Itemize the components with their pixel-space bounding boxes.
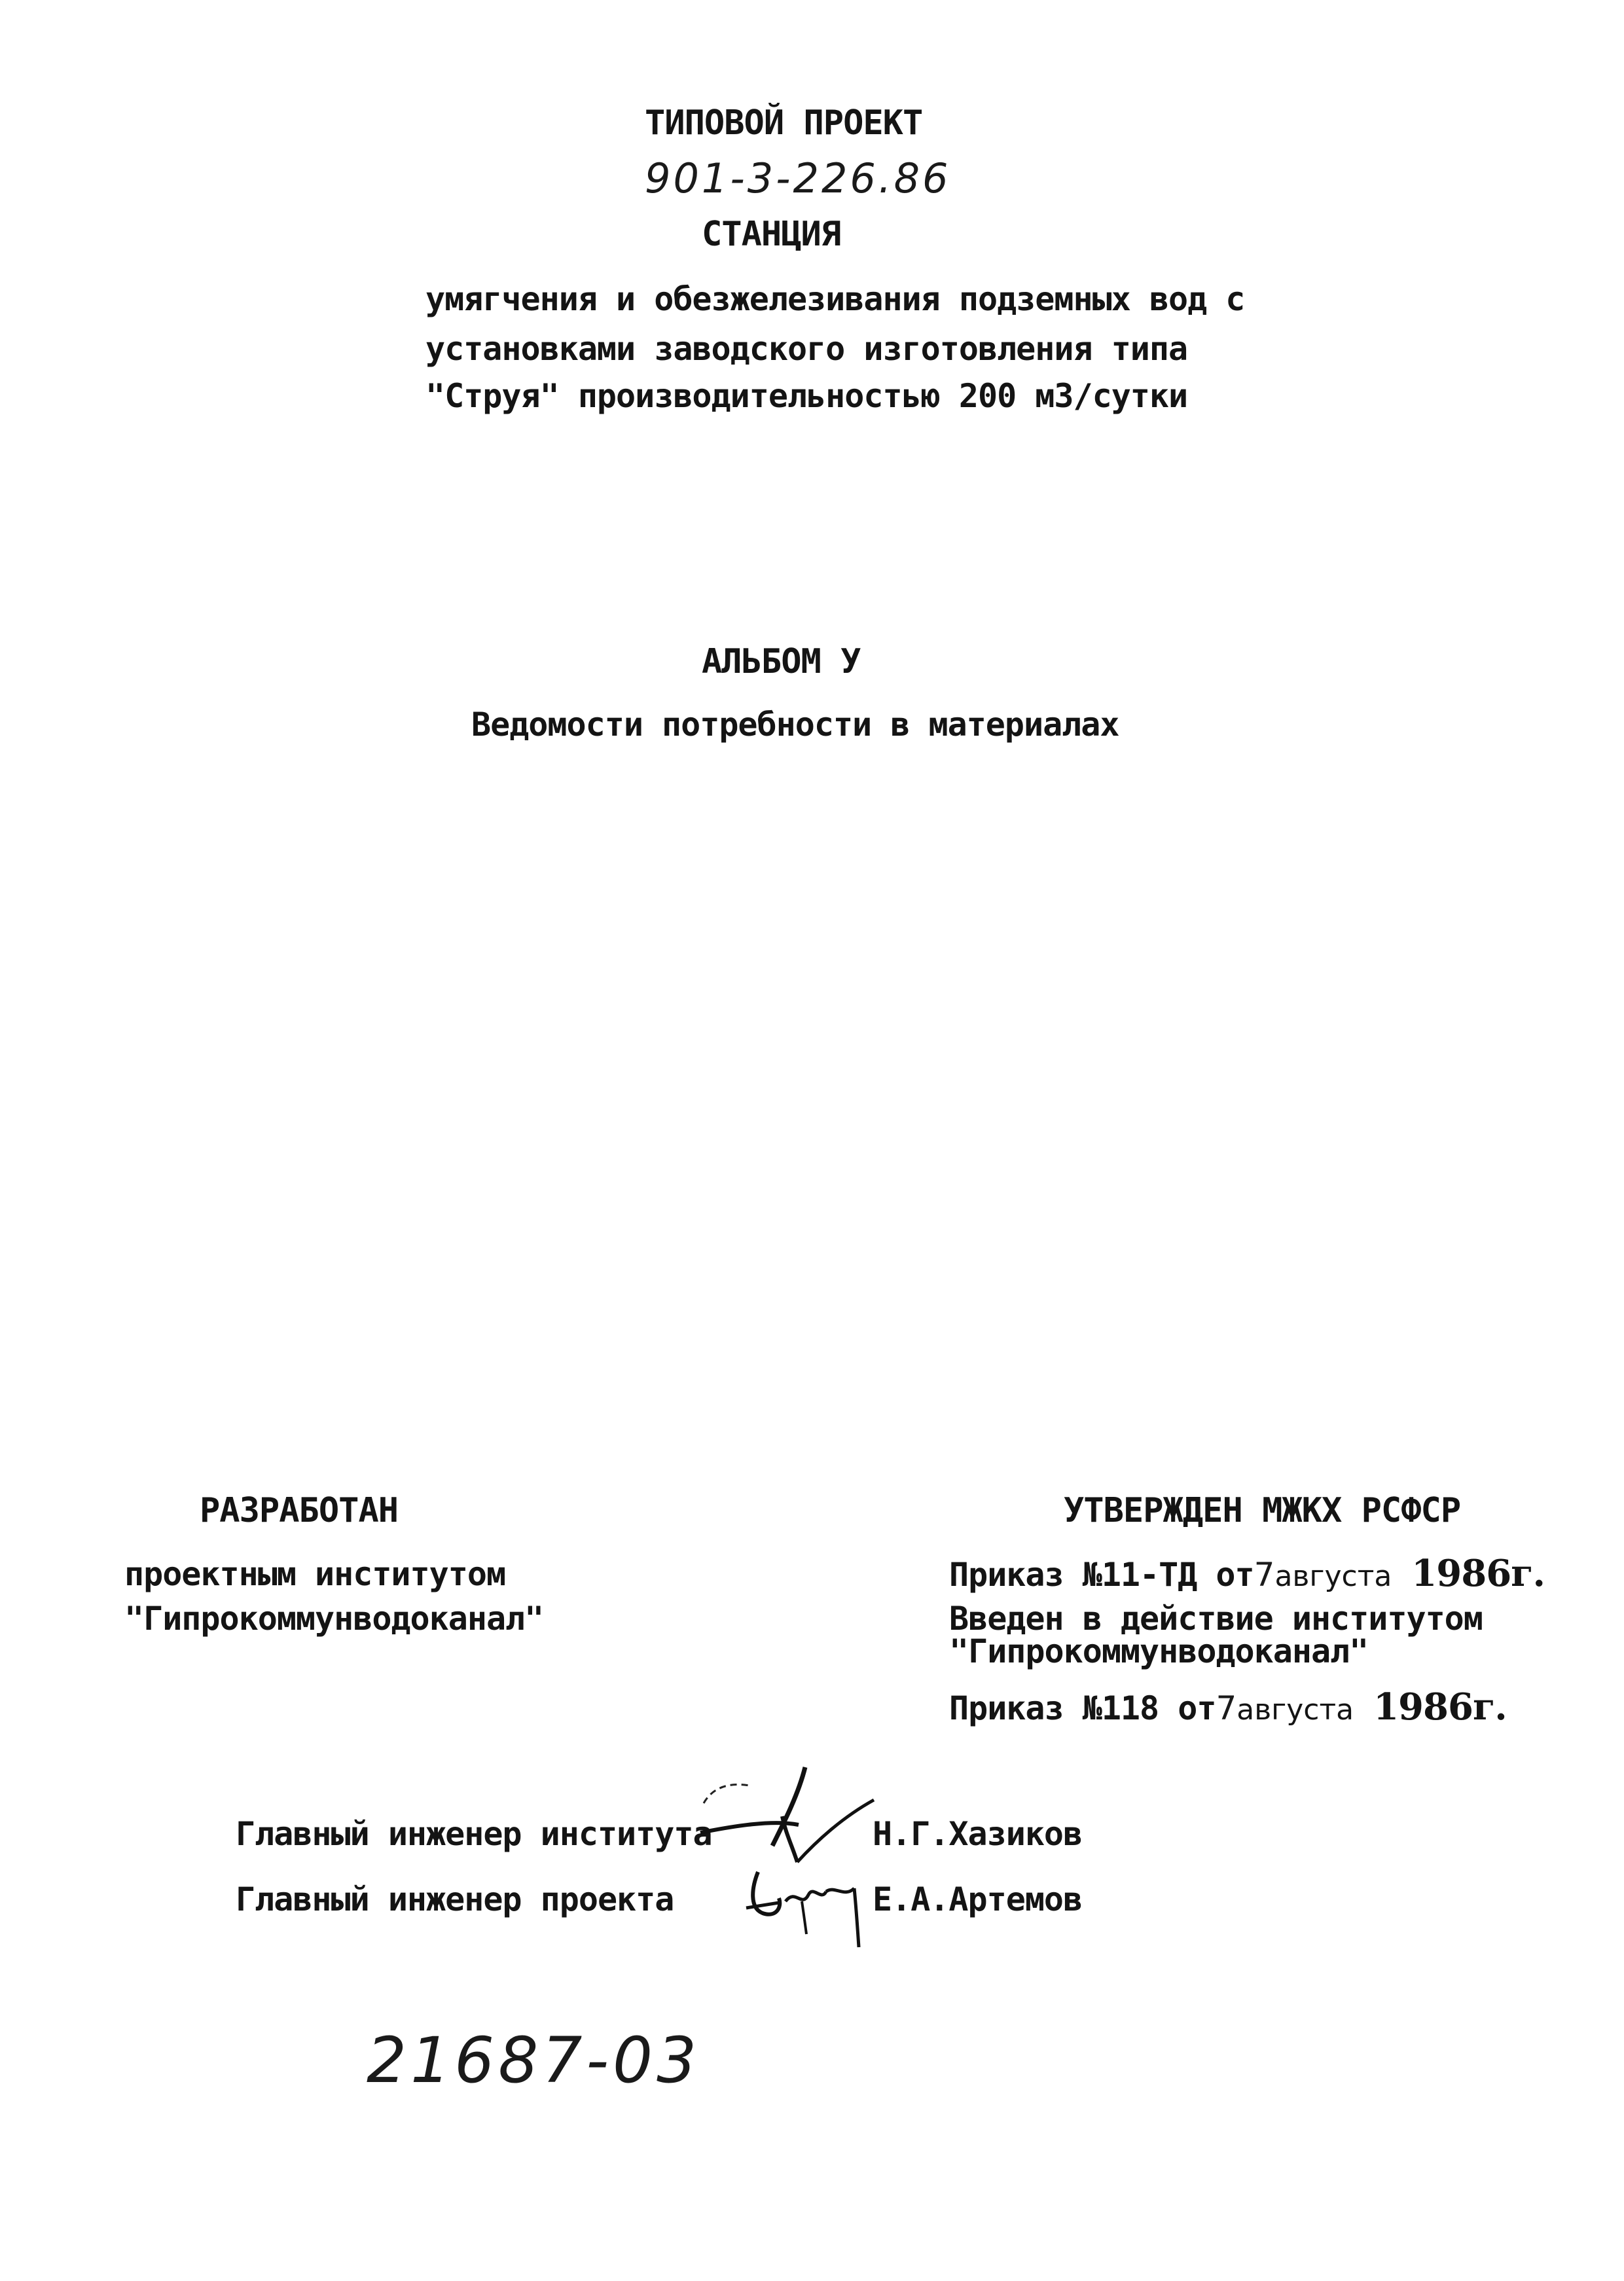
inventory-number: 21687-03 <box>367 2024 701 2097</box>
approval-order-1-month: августа <box>1274 1560 1392 1593</box>
approval-order-1 <box>949 1552 1545 1595</box>
signature-name-2: Е.А.Артемов <box>873 1880 1083 1918</box>
developer-line-1: проектным институтом <box>124 1555 506 1593</box>
project-number: 901-3-226.86 <box>645 154 951 202</box>
approval-intro-line-2: "Гипрокоммунводоканал" <box>949 1632 1369 1670</box>
description-line-1: умягчения и обезжелезивания подземных вод с <box>425 280 1245 318</box>
approval-order-1-prefix: Приказ №11-ТД от <box>949 1556 1254 1594</box>
approval-order-1-day: 7 <box>1254 1556 1275 1594</box>
document-title: ТИПОВОЙ ПРОЕКТ <box>645 103 923 143</box>
description-line-3: "Струя" производительностью 200 м3/сутки <box>425 377 1188 415</box>
approval-order-2-month: августа <box>1236 1693 1354 1727</box>
approval-order-2-prefix: Приказ №118 от <box>949 1689 1216 1727</box>
approval-order-2 <box>949 1685 1507 1729</box>
signature-role-1: Главный инженер института <box>236 1815 712 1853</box>
approval-order-1-year: 1986г. <box>1411 1552 1545 1595</box>
approval-order-2-day: 7 <box>1216 1689 1237 1727</box>
approval-intro-line-1: Введен в действие институтом <box>949 1600 1483 1638</box>
approval-heading: УТВЕРЖДЕН МЖКХ РСФСР <box>1064 1491 1461 1530</box>
signature-mark-2 <box>740 1862 871 1954</box>
album-title: АЛЬБОМ У <box>702 642 861 681</box>
approval-order-2-year: 1986г. <box>1373 1685 1507 1729</box>
album-subtitle: Ведомости потребности в материалах <box>471 706 1119 744</box>
developer-line-2: "Гипрокоммунводоканал" <box>124 1600 544 1638</box>
document-subtitle: СТАНЦИЯ <box>702 215 841 254</box>
signature-role-2: Главный инженер проекта <box>236 1880 674 1918</box>
signature-mark-1 <box>694 1754 884 1878</box>
developer-heading: РАЗРАБОТАН <box>200 1491 399 1530</box>
signature-name-1: Н.Г.Хазиков <box>873 1815 1083 1853</box>
description-line-2: установками заводского изготовления типа <box>425 330 1188 368</box>
